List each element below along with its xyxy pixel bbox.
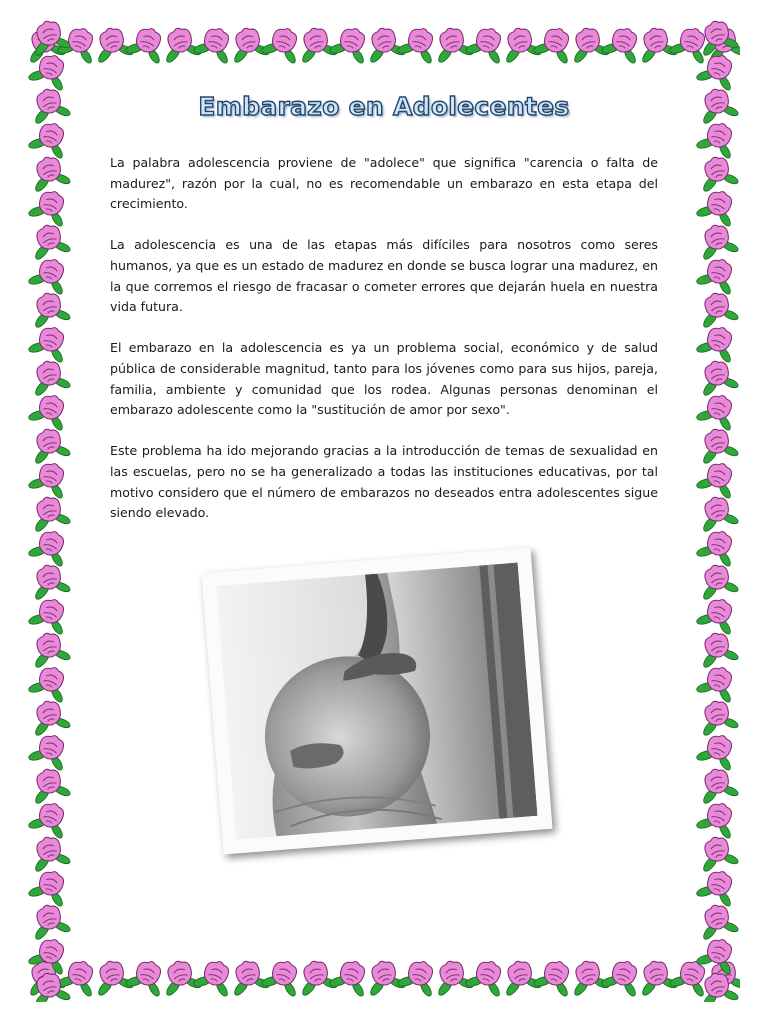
- rose-icon: [26, 832, 73, 875]
- rose-icon: [26, 968, 73, 1002]
- paragraph-4: Este problema ha ido mejorando gracias a la introducción de temas de sexualidad en las escuelas, pero no se ha generalizado a todas las instituciones educativas, por tal motivo considero que el número de embarazos no deseados entra adolescentes sigue siendo elevado.: [110, 443, 658, 521]
- rose-icon: [157, 23, 204, 66]
- rose-icon: [26, 933, 73, 977]
- rose-icon: [598, 22, 645, 66]
- rose-icon: [122, 955, 169, 999]
- rose-icon: [429, 956, 476, 999]
- rose-icon: [26, 865, 73, 909]
- rose-icon: [394, 22, 441, 66]
- rose-border-top: [28, 20, 740, 68]
- rose-icon: [694, 628, 741, 671]
- rose-icon: [26, 457, 73, 501]
- document-body: [110, 153, 658, 544]
- rose-icon: [26, 696, 73, 739]
- rose-icon: [190, 955, 237, 999]
- rose-border-top-art: [28, 20, 740, 68]
- rose-icon: [89, 23, 136, 66]
- rose-icon: [326, 955, 373, 999]
- rose-icon: [694, 220, 741, 263]
- paragraph-2: La adolescencia es una de las etapas más difíciles para nosotros como seres humanos, ya que es un estado de madurez en donde se busca lograr una madurez, en la que corremos el riesgo de fracasar o cometer errores que dejarán huela en nuestra vida futura.: [110, 237, 658, 315]
- rose-icon: [26, 729, 73, 773]
- rose-icon: [26, 525, 73, 569]
- pregnant-woman-illustration: [217, 563, 538, 840]
- rose-icon: [497, 956, 544, 999]
- rose-icon: [26, 628, 73, 671]
- rose-icon: [26, 288, 73, 331]
- rose-icon: [89, 956, 136, 999]
- paragraph-1: La palabra adolescencia proviene de "adolece" que significa "carencia o falta de madurez", razón por la cual, no es recomendable un embarazo en esta etapa del crecimiento.: [110, 155, 658, 212]
- rose-icon: [26, 764, 73, 807]
- rose-icon: [26, 661, 73, 705]
- rose-icon: [565, 956, 612, 999]
- rose-icon: [694, 117, 741, 161]
- rose-icon: [225, 23, 272, 66]
- rose-icon: [258, 22, 305, 66]
- rose-icon: [361, 956, 408, 999]
- rose-icon: [694, 424, 741, 467]
- rose-icon: [26, 152, 73, 195]
- photo-frame: [201, 547, 552, 854]
- rose-border-right: [694, 20, 742, 1002]
- rose-icon: [694, 288, 741, 331]
- rose-icon: [694, 492, 741, 535]
- document-title: Embarazo en Adolecentes: [198, 92, 570, 121]
- rose-icon: [694, 525, 741, 569]
- rose-icon: [598, 955, 645, 999]
- rose-icon: [326, 22, 373, 66]
- rose-icon: [694, 696, 741, 739]
- rose-icon: [26, 49, 73, 93]
- paragraph-3: El embarazo en la adolescencia es ya un problema social, económico y de salud pública de considerable magnitud, tanto para los jóvenes como para sus hijos, pareja, familia, ambiente y comunidad que los rodea. Algunas personas denominan el embarazo adolescente como la "sustitución de amor por sexo".: [110, 340, 658, 418]
- rose-icon: [26, 253, 73, 297]
- rose-icon: [694, 20, 741, 59]
- rose-icon: [694, 389, 741, 433]
- rose-icon: [26, 593, 73, 637]
- rose-icon: [694, 356, 741, 399]
- rose-icon: [694, 593, 741, 637]
- rose-border-left-art: [26, 20, 74, 1002]
- rose-icon: [694, 253, 741, 297]
- rose-border-bottom-art: [28, 952, 740, 1002]
- rose-icon: [293, 956, 340, 999]
- rose-icon: [633, 956, 680, 999]
- rose-icon: [530, 955, 577, 999]
- rose-icon: [429, 23, 476, 66]
- rose-icon: [497, 23, 544, 66]
- rose-icon: [394, 955, 441, 999]
- rose-icon: [26, 220, 73, 263]
- rose-border-left: [26, 20, 74, 1002]
- rose-icon: [694, 729, 741, 773]
- rose-icon: [26, 185, 73, 229]
- rose-icon: [190, 22, 237, 66]
- rose-icon: [694, 797, 741, 841]
- rose-icon: [694, 968, 741, 1002]
- rose-icon: [258, 955, 305, 999]
- rose-icon: [694, 764, 741, 807]
- rose-icon: [225, 956, 272, 999]
- rose-icon: [565, 23, 612, 66]
- rose-icon: [694, 185, 741, 229]
- rose-icon: [26, 356, 73, 399]
- rose-icon: [26, 797, 73, 841]
- rose-icon: [694, 321, 741, 365]
- rose-icon: [462, 955, 509, 999]
- rose-icon: [26, 424, 73, 467]
- rose-border-right-art: [694, 20, 742, 1002]
- rose-icon: [694, 865, 741, 909]
- rose-icon: [462, 22, 509, 66]
- rose-icon: [26, 321, 73, 365]
- rose-icon: [26, 117, 73, 161]
- pregnant-woman-photo: [217, 563, 538, 840]
- rose-icon: [26, 900, 73, 943]
- rose-icon: [694, 457, 741, 501]
- rose-icon: [694, 661, 741, 705]
- rose-icon: [694, 560, 741, 603]
- rose-icon: [122, 22, 169, 66]
- rose-icon: [26, 560, 73, 603]
- rose-icon: [530, 22, 577, 66]
- rose-icon: [694, 832, 741, 875]
- rose-icon: [26, 389, 73, 433]
- rose-icon: [694, 152, 741, 195]
- rose-icon: [633, 23, 680, 66]
- rose-border-bottom: [28, 952, 740, 1002]
- rose-icon: [157, 956, 204, 999]
- rose-icon: [694, 933, 741, 977]
- rose-icon: [694, 49, 741, 93]
- rose-icon: [26, 20, 73, 59]
- rose-icon: [361, 23, 408, 66]
- rose-icon: [694, 900, 741, 943]
- rose-icon: [26, 492, 73, 535]
- rose-icon: [293, 23, 340, 66]
